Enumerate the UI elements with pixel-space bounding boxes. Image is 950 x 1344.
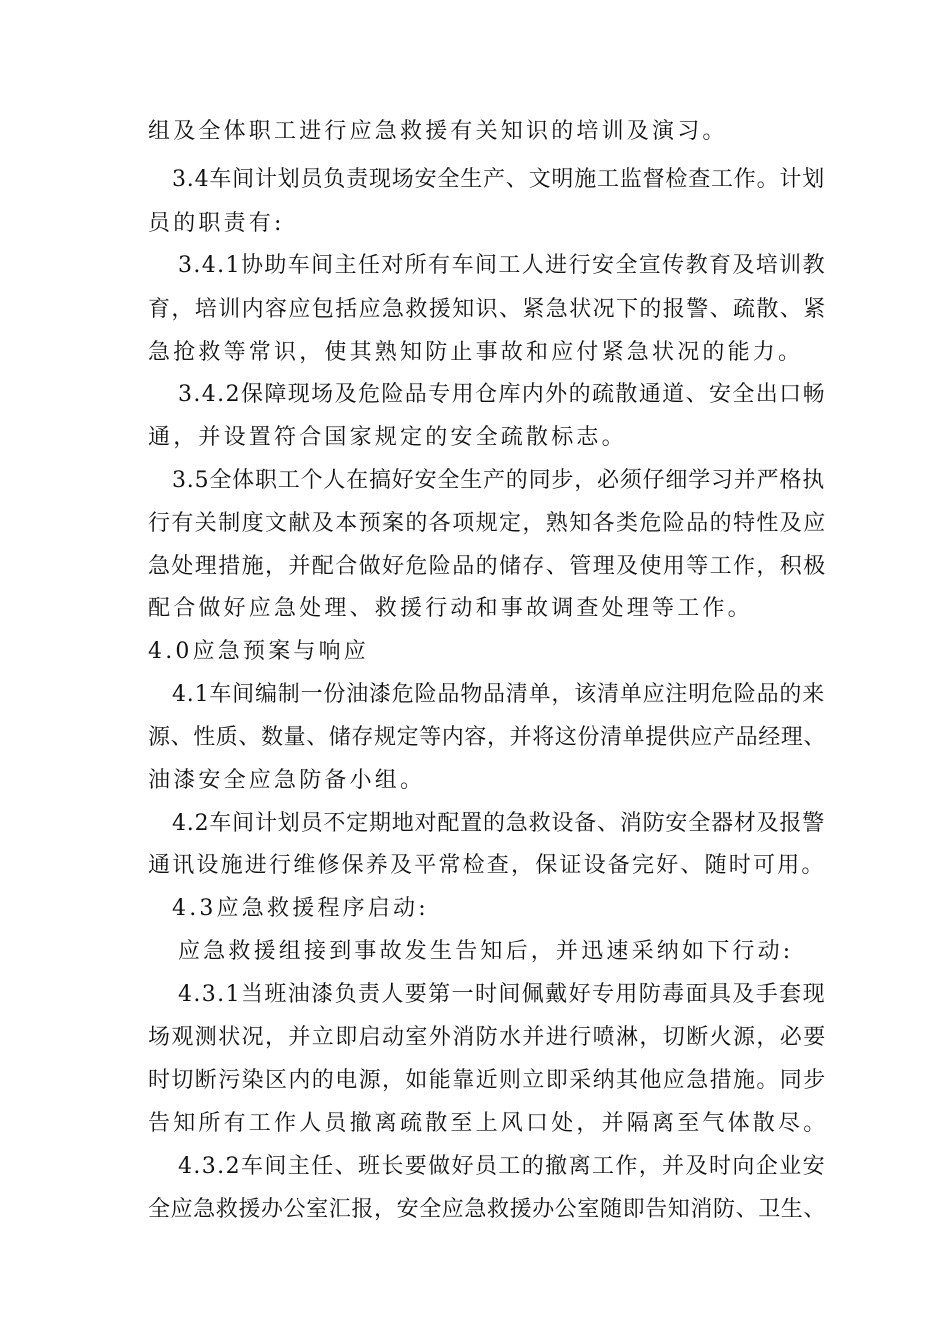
text-line-4: 3.4.1协助车间主任对所有车间工人进行安全宣传教育及培训教	[178, 253, 826, 278]
text-line-3: 员的职责有:	[148, 211, 285, 236]
text-line-14: 4.1车间编制一份油漆危险品物品清单，该清单应注明危险品的来	[172, 682, 825, 707]
text-line-13: 4.0应急预案与响应	[148, 639, 369, 664]
text-line-1: 组及全体职工进行应急救援有关知识的培训及演习。	[148, 119, 728, 144]
text-line-16: 油漆安全应急防备小组。	[148, 768, 426, 793]
text-line-21: 4.3.1当班油漆负责人要第一时间佩戴好专用防毒面具及手套现	[178, 982, 826, 1007]
text-line-26: 全应急救援办公室汇报，安全应急救援办公室随即告知消防、卫生、	[148, 1197, 827, 1222]
text-line-6: 急抢救等常识，使其熟知防止事故和应付紧急状况的能力。	[148, 340, 804, 365]
text-line-15: 源、性质、数量、储存规定等内容，并将这份清单提供应产品经理、	[148, 725, 827, 750]
text-line-8: 通，并设置符合国家规定的安全疏散标志。	[148, 425, 627, 450]
text-line-18: 通讯设施进行维修保养及平常检查，保证设备完好、随时可用。	[148, 853, 826, 878]
text-line-9: 3.5全体职工个人在搞好安全生产的同步，必须仔细学习并严格执	[172, 468, 825, 493]
text-line-23: 时切断污染区内的电源，如能靠近则立即采纳其他应急措施。同步	[148, 1068, 827, 1093]
text-line-24: 告知所有工作人员撤离疏散至上风口处，并隔离至气体散尽。	[148, 1111, 829, 1136]
text-line-19: 4.3应急救援程序启动:	[172, 896, 429, 921]
text-line-10: 行有关制度文献及本预案的各项规定，熟知各类危险品的特性及应	[148, 511, 827, 536]
text-line-12: 配合做好应急处理、救援行动和事故调查处理等工作。	[148, 596, 753, 621]
text-line-2: 3.4车间计划员负责现场安全生产、文明施工监督检查工作。计划	[172, 167, 825, 192]
text-line-20: 应急救援组接到事故发生告知后，并迅速采纳如下行动:	[178, 939, 794, 964]
text-line-22: 场观测状况，并立即启动室外消防水并进行喷淋，切断火源，必要	[148, 1025, 827, 1050]
text-line-11: 急处理措施，并配合做好危险品的储存、管理及使用等工作，积极	[148, 554, 827, 579]
text-line-25: 4.3.2车间主任、班长要做好员工的撤离工作，并及时向企业安	[178, 1154, 826, 1179]
text-line-7: 3.4.2保障现场及危险品专用仓库内外的疏散通道、安全出口畅	[178, 382, 826, 407]
text-line-5: 育，培训内容应包括应急救援知识、紧急状况下的报警、疏散、紧	[148, 297, 827, 322]
text-line-17: 4.2车间计划员不定期地对配置的急救设备、消防安全器材及报警	[172, 811, 825, 836]
